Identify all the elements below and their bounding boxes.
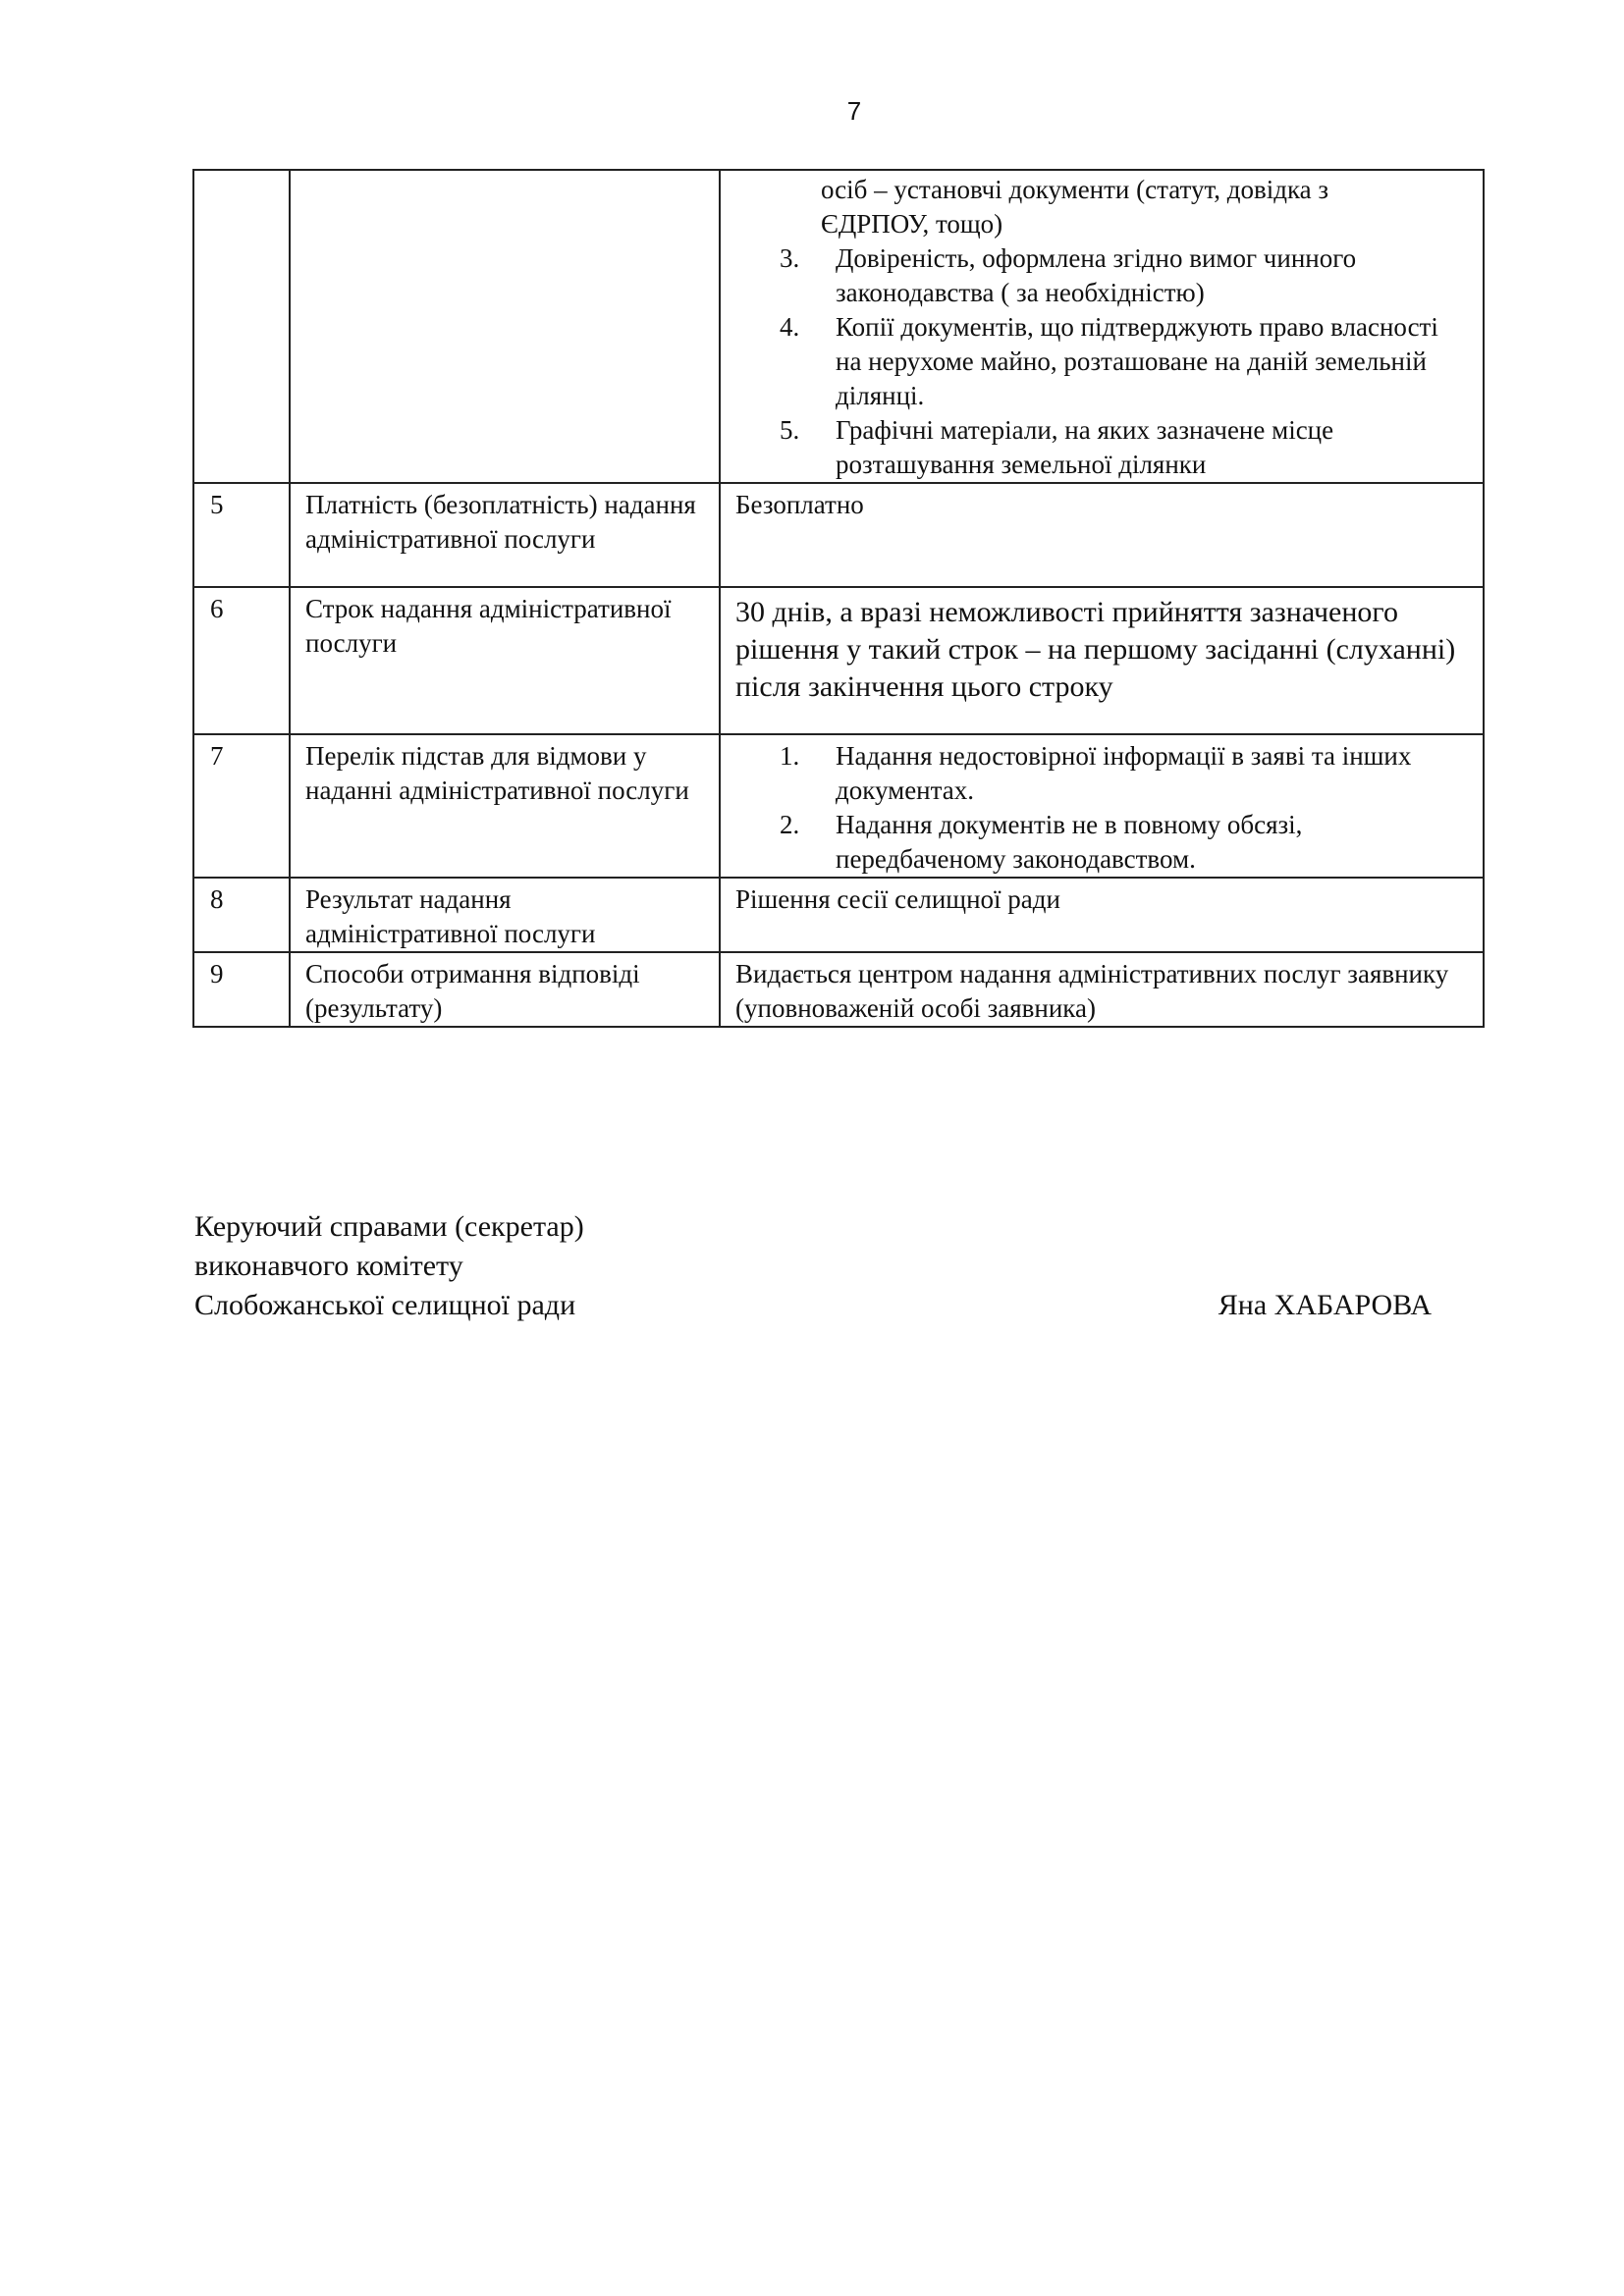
list-item-text: Надання документів не в повному обсязі, передбаченому законодавством. (836, 810, 1303, 874)
table-row (193, 952, 1484, 1027)
signature-block (194, 1207, 1432, 1325)
row-name-cell: Способи отримання відповіді (результату) (290, 952, 720, 1027)
row-value-cell (720, 734, 1484, 878)
continuation-line: осіб – установчі документи (статут, довідка з (821, 175, 1329, 204)
signature-organization: Слобожанської селищної ради (194, 1289, 576, 1321)
list-item-number: 4. (780, 312, 800, 342)
table-row (193, 170, 1484, 483)
row-number-cell: 6 (193, 587, 290, 734)
list-item-number: 1. (780, 741, 800, 771)
table-row (193, 483, 1484, 587)
row-value-cell: Безоплатно (720, 483, 1484, 587)
list-item (735, 310, 1469, 413)
row-name-cell: Платність (безоплатність) надання адміністративної послуги (290, 483, 720, 587)
list-item (735, 808, 1469, 877)
documents-list (735, 241, 1469, 482)
row-number-cell: 5 (193, 483, 290, 587)
row-name-cell: Результат надання адміністративної послуги (290, 878, 720, 952)
row-name-cell (290, 170, 720, 483)
row-value-cell (720, 170, 1484, 483)
table-row (193, 587, 1484, 734)
list-item-number: 2. (780, 810, 800, 839)
list-item (735, 739, 1469, 808)
list-item-text: Надання недостовірної інформації в заяві та інших документах. (836, 741, 1412, 805)
row-number-cell: 8 (193, 878, 290, 952)
row-number-cell (193, 170, 290, 483)
list-item (735, 413, 1469, 482)
list-item-text: Копії документів, що підтверджують право власності на нерухоме майно, розташоване на даній земельній ділянці. (836, 312, 1438, 410)
signatory-name: Яна ХАБАРОВА (1218, 1289, 1432, 1321)
refusal-grounds-list (735, 739, 1469, 877)
list-item-number: 5. (780, 415, 800, 445)
row-value-cell: 30 днів, а вразі неможливості прийняття зазначеного рішення у такий строк – на першому засіданні (слуханні) після закінчення цього строку (720, 587, 1484, 734)
row-name-cell: Строк надання адміністративної послуги (290, 587, 720, 734)
list-item-text: Довіреність, оформлена згідно вимог чинного законодавства ( за необхідністю) (836, 243, 1357, 307)
page-number: 7 (846, 96, 862, 126)
row-number-cell: 9 (193, 952, 290, 1027)
row-name-cell: Перелік підстав для відмови у наданні адміністративної послуги (290, 734, 720, 878)
list-item-text: Графічні матеріали, на яких зазначене місце розташування земельної ділянки (836, 415, 1334, 479)
list-item (735, 241, 1469, 310)
row-value-cell: Рішення сесії селищної ради (720, 878, 1484, 952)
signature-position-line: виконавчого комітету (194, 1250, 463, 1282)
signature-position-line (194, 1286, 1432, 1325)
list-item-number: 3. (780, 243, 800, 273)
continuation-line: ЄДРПОУ, тощо) (821, 209, 1003, 239)
row-number-cell: 7 (193, 734, 290, 878)
row-value-cell: Видається центром надання адміністративних послуг заявнику (уповноваженій особі заявника) (720, 952, 1484, 1027)
services-table (192, 169, 1485, 1028)
table-row (193, 734, 1484, 878)
signature-position-line: Керуючий справами (секретар) (194, 1210, 584, 1243)
table-row (193, 878, 1484, 952)
